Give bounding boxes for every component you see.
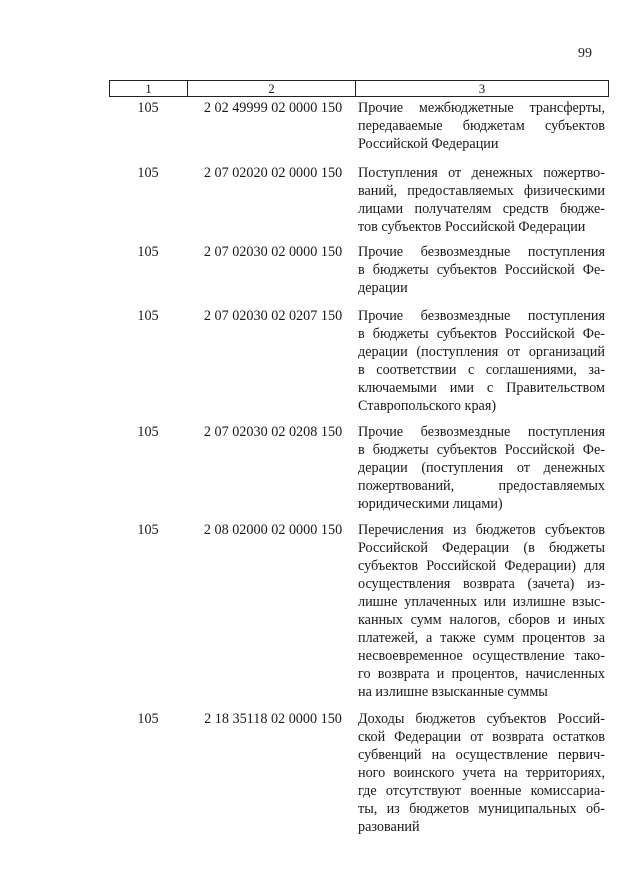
row-kbk-code: 2 07 02030 02 0000 150: [203, 244, 343, 260]
row-kbk-code: 2 07 02030 02 0207 150: [203, 308, 343, 324]
description-line: ской Федерации от возврата остатков: [358, 729, 605, 745]
row-description: [358, 164, 605, 236]
row-kbk-code: 2 07 02020 02 0000 150: [203, 165, 343, 181]
row-description: [358, 710, 605, 836]
description-line: ного воинского учета на территориях,: [358, 765, 605, 781]
row-code: 105: [137, 711, 159, 727]
description-line: платежей, а также сумм процентов за: [358, 630, 605, 646]
description-line: Поступления от денежных пожертво-: [358, 165, 605, 181]
description-line: в бюджеты субъектов Российской Фе-: [358, 442, 605, 458]
row-kbk-code: 2 02 49999 02 0000 150: [203, 100, 343, 116]
description-line: го возврата и процентов, начисленных: [358, 666, 605, 682]
description-line: канных сумм налогов, сборов и иных: [358, 612, 605, 628]
row-description: [358, 307, 605, 415]
description-line: лишне уплаченных или излишне взыс-: [358, 594, 605, 610]
header-col-2: 2: [188, 81, 356, 96]
description-line: на излишне взысканные суммы: [358, 684, 548, 700]
description-line: осуществления возврата (зачета) из-: [358, 576, 605, 592]
description-line: субвенций на осуществление первич-: [358, 747, 605, 763]
description-line: ваний, предоставляемых физическими: [358, 183, 605, 199]
description-line: Ставропольского края): [358, 398, 497, 414]
row-code: 105: [137, 100, 159, 116]
description-line: разований: [358, 819, 420, 835]
description-line: Прочие межбюджетные трансферты,: [358, 100, 605, 116]
row-description: [358, 99, 605, 153]
description-line: в соответствии с соглашениями, за-: [358, 362, 605, 378]
row-code: 105: [137, 165, 159, 181]
description-line: передаваемые бюджетам субъектов: [358, 118, 605, 134]
description-line: юридическими лицами): [358, 496, 503, 512]
page-number: 99: [578, 46, 592, 61]
description-line: дерации (поступления от денежных: [358, 460, 605, 476]
row-description: [358, 243, 605, 297]
description-line: дерации (поступления от организаций: [358, 344, 605, 360]
row-description: [358, 521, 605, 701]
description-line: Прочие безвозмездные поступления: [358, 424, 605, 440]
row-kbk-code: 2 07 02030 02 0208 150: [203, 424, 343, 440]
description-line: Российской Федерации (в бюджеты: [358, 540, 605, 556]
header-col-1: 1: [110, 81, 188, 96]
row-kbk-code: 2 08 02000 02 0000 150: [203, 522, 343, 538]
row-code: 105: [137, 308, 159, 324]
description-line: в бюджеты субъектов Российской Фе-: [358, 326, 605, 342]
description-line: ты, из бюджетов муниципальных об-: [358, 801, 605, 817]
description-line: Прочие безвозмездные поступления: [358, 244, 605, 260]
description-line: Российской Федерации: [358, 136, 499, 152]
description-line: несвоевременное осуществление тако-: [358, 648, 605, 664]
row-code: 105: [137, 424, 159, 440]
description-line: пожертвований, предоставляемых: [358, 478, 605, 494]
description-line: Доходы бюджетов субъектов Россий-: [358, 711, 605, 727]
description-line: тов субъектов Российской Федерации: [358, 219, 586, 235]
row-kbk-code: 2 18 35118 02 0000 150: [204, 711, 342, 727]
row-code: 105: [137, 244, 159, 260]
description-line: субъектов Российской Федерации) для: [358, 558, 605, 574]
description-line: лицами получателям средств бюдже-: [358, 201, 605, 217]
description-line: ключаемыми ими с Правительством: [358, 380, 605, 396]
table-header: [109, 80, 609, 97]
description-line: где отсутствуют военные комиссариа-: [358, 783, 605, 799]
description-line: в бюджеты субъектов Российской Фе-: [358, 262, 605, 278]
header-col-3: 3: [478, 81, 486, 96]
description-line: Перечисления из бюджетов субъектов: [358, 522, 605, 538]
row-code: 105: [137, 522, 159, 538]
row-description: [358, 423, 605, 513]
description-line: дерации: [358, 280, 408, 296]
description-line: Прочие безвозмездные поступления: [358, 308, 605, 324]
